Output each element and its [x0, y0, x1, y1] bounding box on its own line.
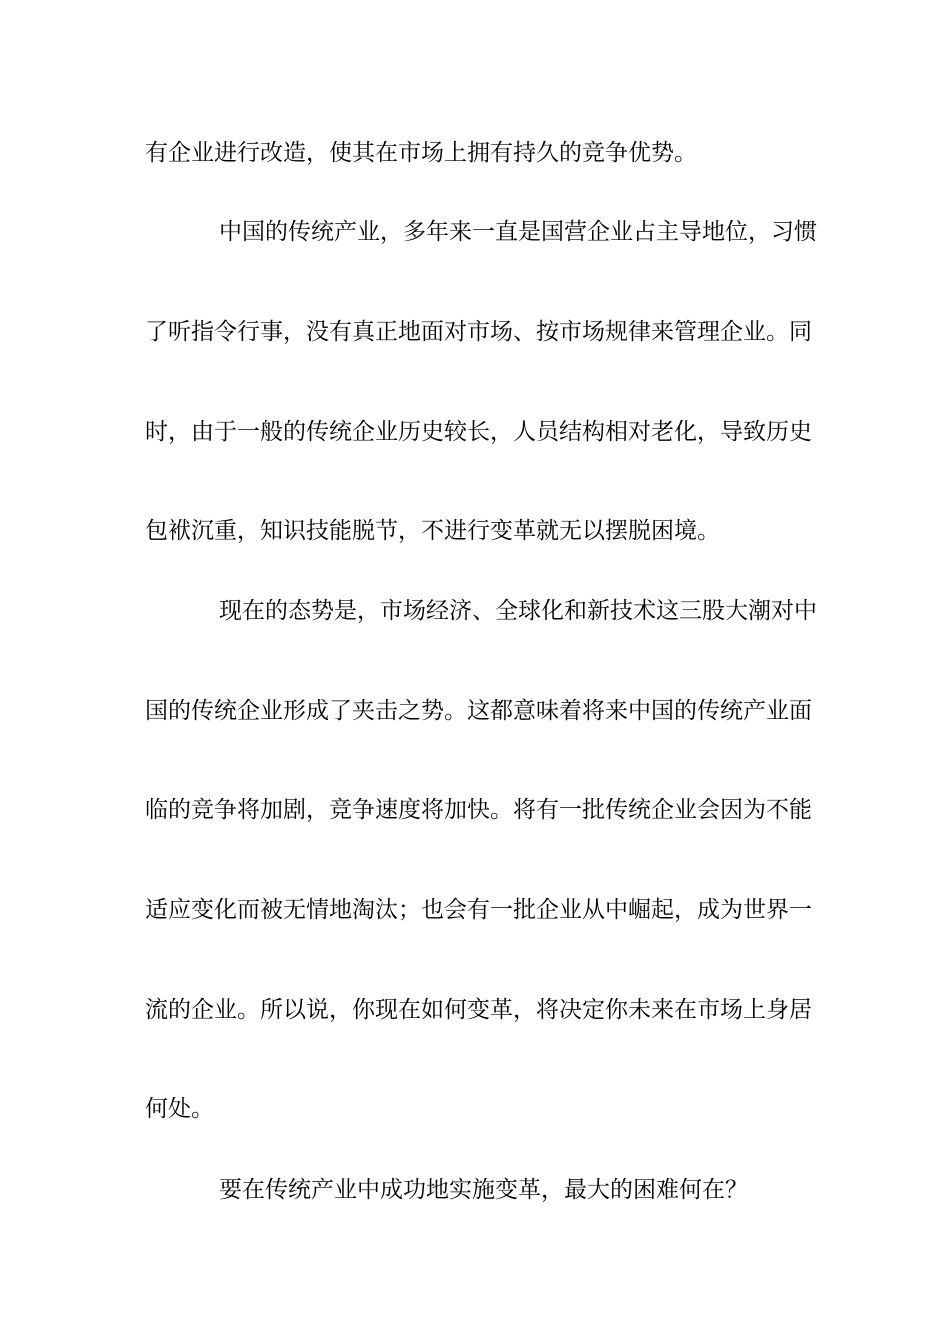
paragraph-line-11: 何处。: [145, 1096, 214, 1122]
paragraph-line-3: 了听指令行事，没有真正地面对市场、按市场规律来管理企业。同: [145, 319, 812, 345]
paragraph-line-4: 时，由于一般的传统企业历史较长，人员结构相对老化，导致历史: [145, 419, 812, 445]
paragraph-line-7: 国的传统企业形成了夹击之势。这都意味着将来中国的传统产业面: [145, 698, 812, 724]
paragraph-line-9: 适应变化而被无情地淘汰；也会有一批企业从中崛起，成为世界一: [145, 897, 812, 923]
paragraph-line-1: 有企业进行改造，使其在市场上拥有持久的竞争优势。: [145, 140, 697, 166]
paragraph-line-8: 临的竞争将加剧，竞争速度将加快。将有一批传统企业会因为不能: [145, 797, 812, 823]
paragraph-line-12: 要在传统产业中成功地实施变革，最大的困难何在？: [219, 1177, 748, 1203]
paragraph-line-2: 中国的传统产业，多年来一直是国营企业占主导地位，习惯: [219, 219, 817, 245]
paragraph-line-5: 包袱沉重，知识技能脱节，不进行变革就无以摆脱困境。: [145, 518, 720, 544]
paragraph-line-10: 流的企业。所以说，你现在如何变革，将决定你未来在市场上身居: [145, 997, 812, 1023]
paragraph-line-6: 现在的态势是，市场经济、全球化和新技术这三股大潮对中: [219, 598, 817, 624]
